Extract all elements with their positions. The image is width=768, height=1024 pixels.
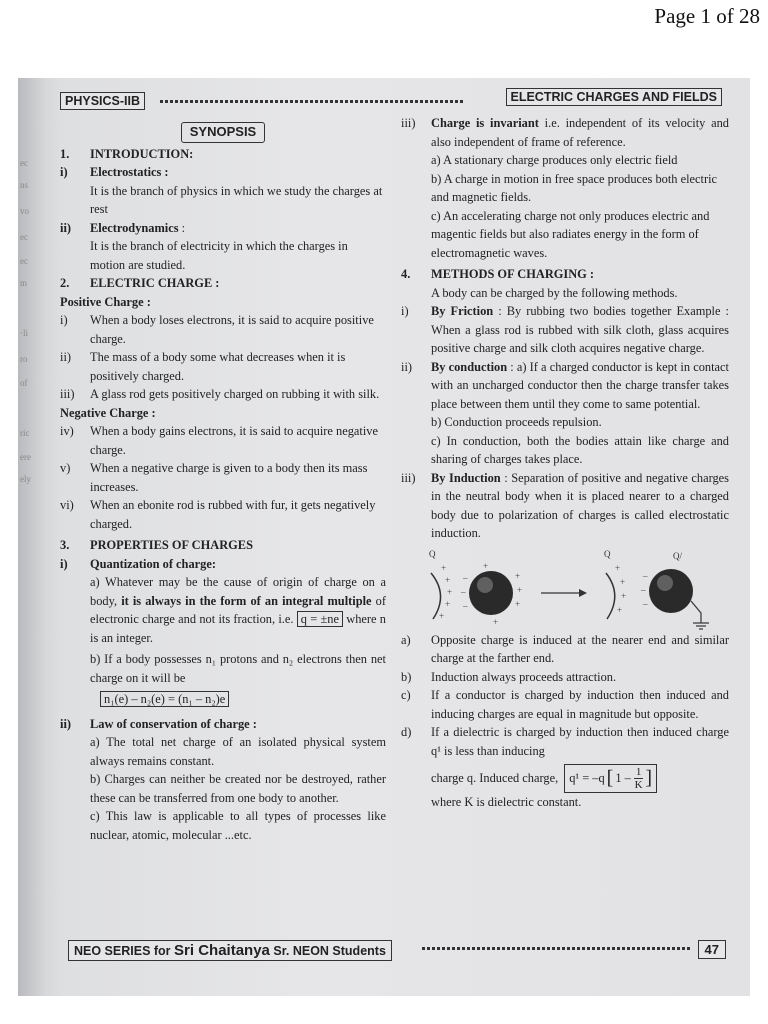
item-number: ii) <box>60 220 72 235</box>
svg-text:+: + <box>445 598 451 609</box>
list-item: The mass of a body some what decreases when it is positively charged. <box>90 350 346 383</box>
item-number: i) <box>401 304 409 318</box>
list-item: b) Conduction proceeds repulsion. <box>431 415 602 429</box>
list-item: When a negative charge is given to a body then its mass increases. <box>90 461 368 494</box>
svg-text:+: + <box>445 574 451 585</box>
section-title: ELECTRIC CHARGE : <box>90 276 220 290</box>
item-text: i.e. independent of its velocity and also independent of frame of reference. <box>431 116 729 149</box>
list-item: c) An accelerating charge not only produces electric and magentic fields but also radiates energy in the form of electromagnetic waves. <box>431 208 710 260</box>
list-item: a) The total net charge of an isolated physical system always remains constant. <box>90 735 386 768</box>
item-text: : Separation of positive and negative charges in the neutral body when it is placed nearer to a charged body due to polarization of charges is called electrostatic induction. <box>431 470 729 540</box>
svg-text:+: + <box>515 570 521 581</box>
section-title: INTRODUCTION: <box>90 146 194 161</box>
formula-term: 1 – <box>615 771 631 786</box>
text-run: of electronic charge and not its fraction, i.e. <box>90 593 386 626</box>
list-item: c) This law is applicable to all types of processes like nuclear, atomic, molecular ...etc. <box>90 809 386 842</box>
section-number: 4. <box>401 267 411 281</box>
bold-run: it is always in the form of an integral multiple <box>121 593 372 608</box>
item-number: ii) <box>401 359 413 374</box>
svg-text:+: + <box>447 586 453 597</box>
quantization-a <box>60 573 386 647</box>
text-run: charge q. Induced charge, <box>431 771 559 786</box>
item-text: It is the branch of electricity in which the charges in motion are studied. <box>90 239 348 272</box>
svg-text:+: + <box>620 576 626 587</box>
svg-text:+: + <box>483 560 489 571</box>
subheading: Positive Charge : <box>60 294 151 309</box>
list-item: When an ebonite rod is rubbed with fur, it gets negatively charged. <box>90 498 376 531</box>
synopsis-title: SYNOPSIS <box>181 122 265 143</box>
svg-text:+: + <box>493 616 499 627</box>
item-text: : a) If a charged conductor is kept in contact with an uncharged conductor then the charge transfer takes place between them until they come to same potential. <box>431 359 729 411</box>
svg-text:–: – <box>643 570 648 581</box>
footer-dotted-rule <box>422 947 690 950</box>
list-item: where K is dielectric constant. <box>431 795 582 809</box>
item-title: By conduction <box>431 359 508 374</box>
neutral-sphere <box>469 571 513 615</box>
footer-text: NEO SERIES for <box>74 944 175 958</box>
page-counter: Page 1 of 28 <box>654 4 760 28</box>
rod-charges <box>615 563 626 615</box>
item-number: iii) <box>401 470 416 485</box>
item-title: Charge is invariant <box>431 116 539 130</box>
induced-charges <box>640 571 648 609</box>
text-run: where n is an integer. <box>90 612 387 645</box>
list-item: A glass rod gets positively charged on rubbing it with silk. <box>90 387 380 401</box>
section-title: METHODS OF CHARGING : <box>431 267 595 281</box>
section-title: PROPERTIES OF CHARGES <box>90 538 253 552</box>
item-title: Electrodynamics <box>90 220 179 235</box>
rod-charges <box>439 563 452 621</box>
charged-rod-right <box>606 573 615 619</box>
list-number: i) <box>60 313 68 327</box>
item-number: i) <box>60 165 68 179</box>
list-item: When a body gains electrons, it is said to acquire negative charge. <box>90 424 378 457</box>
induced-charge-label: Q/ <box>673 550 682 561</box>
ground-wire <box>691 601 701 623</box>
list-number: v) <box>60 461 71 475</box>
list-number: b) <box>401 669 412 684</box>
fraction-denominator: K <box>634 779 643 791</box>
svg-text:–: – <box>463 600 468 611</box>
svg-text:+: + <box>515 598 521 609</box>
section-number: 2. <box>60 276 70 290</box>
formula-box: q¹ = –q [ 1 – $\frac{1}{K}$ ] <box>564 764 657 793</box>
fraction-numerator: 1 <box>635 766 642 778</box>
list-item: If a conductor is charged by induction then induced and inducing charges are equal in magnitude but opposite. <box>431 688 729 721</box>
svg-text:+: + <box>517 584 523 595</box>
list-number: d) <box>401 725 412 739</box>
formula-box: n₁(e) – n₂(e) = (n₁ – n₂)e <box>100 691 229 707</box>
charge-label: Q <box>604 548 611 559</box>
item-number: iii) <box>401 116 416 130</box>
section-text: A body can be charged by the following methods. <box>431 285 678 300</box>
subject-header: PHYSICS-IIB <box>60 92 145 110</box>
section-number: 1. <box>60 146 70 161</box>
item-title: Electrostatics : <box>90 165 169 179</box>
list-item: b) A charge in motion in free space produces both electric and magnetic fields. <box>431 171 718 204</box>
page-number: 47 <box>698 940 726 959</box>
grounded-sphere <box>649 569 693 613</box>
item-number: ii) <box>60 716 72 731</box>
list-item: b) Charges can neither be created nor be destroyed, rather these can be transferred from one body to another. <box>90 772 386 805</box>
item-number: i) <box>60 556 68 571</box>
induced-charge-line <box>401 764 729 793</box>
list-item: When a body loses electrons, it is said to acquire positive charge. <box>90 313 374 346</box>
list-item: Opposite charge is induced at the nearer end and similar charge at the farther end. <box>431 632 729 665</box>
list-number: iii) <box>60 387 75 401</box>
list-item: a) A stationary charge produces only electric field <box>431 153 678 167</box>
list-number: a) <box>401 632 411 647</box>
svg-text:–: – <box>463 572 468 583</box>
svg-text:+: + <box>617 604 623 615</box>
text-run: a) Whatever may be the cause of origin of charge on a body, <box>90 575 386 608</box>
list-number: c) <box>401 688 411 702</box>
scanned-page <box>18 78 750 996</box>
svg-text:–: – <box>461 586 466 597</box>
item-title: Quantization of charge: <box>90 556 216 571</box>
list-number: ii) <box>60 350 72 364</box>
svg-text:+: + <box>615 562 621 573</box>
subheading: Negative Charge : <box>60 405 156 420</box>
list-item: If a dielectric is charged by induction then induced charge q¹ is less than inducing <box>431 725 729 758</box>
induction-diagram <box>401 543 729 631</box>
series-footer <box>68 940 392 961</box>
header-dotted-rule <box>160 100 464 103</box>
svg-text:–: – <box>643 598 648 609</box>
induced-charges-near <box>460 573 468 611</box>
arrow-head <box>579 589 587 597</box>
item-title: By Induction <box>431 470 501 485</box>
list-item: c) In conduction, both the bodies attain like charge and sharing of charges takes place. <box>431 433 729 466</box>
binding-edge: ec ns vo ec ec m ·li ro of ric ere ely <box>18 78 58 996</box>
item-text: : By rubbing two bodies together Example : When a glass rod is rubbed with silk cloth, glass acquires positive charge and silk cloth acquires negative charge. <box>431 304 729 355</box>
item-title: By Friction <box>431 304 494 318</box>
footer-text: Sr. NEON Students <box>269 944 386 958</box>
formula-box: q = ±ne <box>297 611 343 627</box>
item-title: Law of conservation of charge : <box>90 716 257 731</box>
list-number: iv) <box>60 424 74 438</box>
left-column: SYNOPSIS 1. INTRODUCTION: i) Electrostatics : It is the branch of physics in which we study the charges at rest ii) Electrodynamics : It is the branch of electricity in which the charges in motion are studied. 2. ELECTRIC CHARGE : Positive Charge : i) When a body loses electrons, it is said to acquire positive charge. ii) The mass of a body some what decreases when it is positively charged. iii) A glass rod gets positively charged on rubbing it with silk. Negative Charge : iv) When a body gains electrons, it is said to acquire negative charge. v) When a negative charge is given to a body then its mass increases. vi) When an ebonite rod is rubbed with fur, it gets negatively charged. 3. PROPERTIES OF CHARGES i) Quantization of charge: a) Whatever may be the cause of origin of charge on a body, it is always in the form of an integral multiple of electronic charge and not its fraction, i.e. q = ±ne where n is an integer. b) If a body possesses n₁ protons and n₂ electrons then net charge on it will be n₁(e) – n₂(e) = (n₁ – n₂)e ii) Law of conservation of charge : a) The total net charge of an isolated physical system always remains constant. b) Charges can neither be created nor be destroyed, rather these can be transferred from one body to another. c) This law is applicable to all types of processes like nuclear, atomic, molecular ...etc. <box>60 122 386 844</box>
section-number: 3. <box>60 538 70 552</box>
svg-text:+: + <box>441 562 447 573</box>
right-column <box>401 114 729 812</box>
list-item: Induction always proceeds attraction. <box>431 669 617 684</box>
footer-brand: Sri Chaitanya <box>174 942 270 959</box>
svg-text:–: – <box>641 584 646 595</box>
quantization-b: b) If a body possesses n₁ protons and n₂ electrons then net charge on it will be <box>90 652 386 685</box>
svg-text:+: + <box>439 610 445 621</box>
list-number: vi) <box>60 498 74 512</box>
svg-text:+: + <box>621 590 627 601</box>
formula-lhs: q¹ = –q <box>569 771 605 786</box>
induction-figure <box>401 543 729 631</box>
charge-label: Q <box>429 548 436 559</box>
item-text: It is the branch of physics in which we study the charges at rest <box>90 183 383 216</box>
chapter-header: ELECTRIC CHARGES AND FIELDS <box>506 88 723 106</box>
